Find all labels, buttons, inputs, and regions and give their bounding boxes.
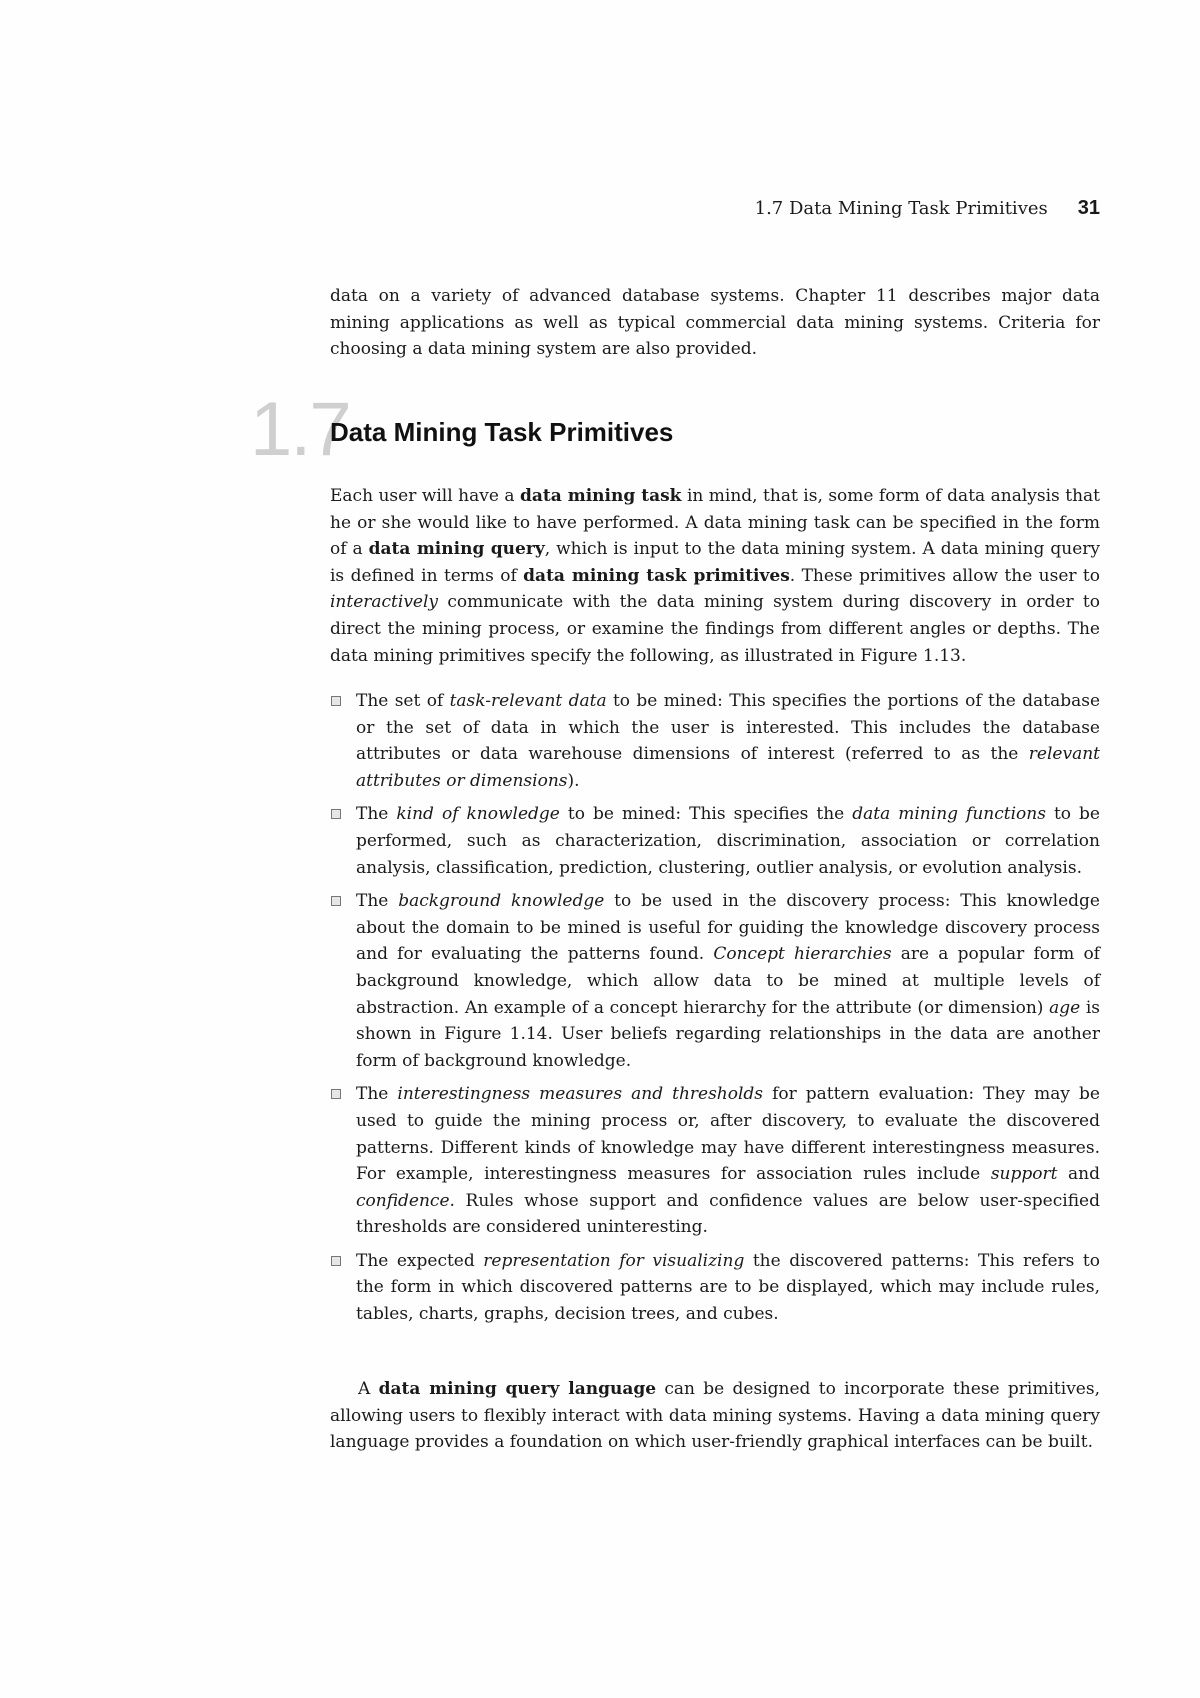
italic-term: background knowledge [398,891,605,912]
intro-paragraph: data on a variety of advanced database systems. Chapter 11 describes major data mining applications as well as typical commercial data mining systems. Criteria for choosing a data mining system are also provided. [330,286,1100,360]
list-item [330,688,1100,794]
text-run: are a popular form of background knowledge, which allow data to be mined at multiple levels of abstraction. An example of a concept hierarchy for the attribute (or dimension) [356,944,1100,1018]
italic-term: Concept hierarchies [713,944,892,965]
italic-term: kind of knowledge [396,804,560,825]
paragraph-1 [330,483,1100,669]
list-item [330,801,1100,881]
text-run: , which is input to the data mining system. A data mining query is defined in terms of [330,539,1100,586]
text-run: the discovered patterns: This refers to the form in which discovered patterns are to be displayed, which may include rules, tables, charts, graphs, decision trees, and cubes. [356,1250,1100,1325]
italic-term: representation for visualizing [483,1250,745,1271]
text-run: is shown in Figure 1.14. User beliefs regarding relationships in the data are another form of background knowledge. [356,997,1100,1071]
running-head-title: 1.7 Data Mining Task Primitives [754,198,1048,219]
list-item [330,1081,1100,1241]
list-item [330,1248,1100,1328]
italic-term: age [1049,997,1081,1018]
text-run: . Rules whose support and confidence values are below user-specified thresholds are considered uninteresting. [356,1190,1100,1238]
text-run: and [1057,1164,1101,1185]
italic-term: interactively [330,592,439,613]
text-run: in mind, that is, some form of data analysis that he or she would like to have performed. A data mining task can be specified in the form of a [330,486,1100,560]
text-run: The expected [356,1250,484,1271]
text-run: can be designed to incorporate these primitives, allowing users to flexibly interact with data mining systems. Having a data mining query language provides a foundation on which user-friendly graphical interfaces can be built. [330,1379,1100,1453]
text-run: Each user will have a [330,486,520,506]
bold-term: data mining task [519,486,682,506]
italic-term: data mining functions [852,804,1046,825]
text-run: to be used in the discovery process: This knowledge about the domain to be mined is useful for guiding the knowledge discovery process and for evaluating the patterns found. [356,891,1100,965]
text-run: to be performed, such as characterization, discrimination, association or correlation analysis, classification, prediction, clustering, outlier analysis, or evolution analysis. [356,804,1100,878]
italic-term: task-relevant data [449,691,607,711]
text-run: to be mined: This specifies the [559,804,853,825]
bold-term: data mining query [368,539,545,560]
italic-term: interestingness measures and thresholds [397,1084,764,1105]
page-number: 31 [1077,197,1100,219]
paragraph-2 [330,1376,1100,1456]
list-item [330,888,1100,1074]
text-run: . These primitives allow the user to [789,565,1101,586]
section-number: 1.7 [250,387,350,472]
text-run: The [356,1084,398,1105]
running-head [700,197,1100,220]
text-run: The [356,804,397,825]
text-run: for pattern evaluation: They may be used to guide the mining process or, after discovery, to evaluate the discovered patterns. Different kinds of knowledge may have different interestingness measures. For example, interestingness measures for association rules include [356,1084,1100,1185]
text-run: The set of [356,691,450,711]
bold-term: data mining task primitives [523,565,790,586]
italic-term: confidence [356,1190,450,1211]
text-run: A [358,1379,379,1399]
bold-term: data mining query language [378,1379,657,1399]
primitives-list [330,688,1100,1335]
text-run: to be mined: This specifies the portions of the database or the set of data in which the user is interested. This includes the database attributes or data warehouse dimensions of interest (referred to as the [356,691,1101,765]
italic-term: support [990,1164,1058,1185]
text-run: communicate with the data mining system during discovery in order to direct the mining process, or examine the findings from different angles or depths. The data mining primitives specify the following, as illustrated in Figure 1.13. [330,592,1100,666]
text-run: ). [567,770,580,791]
italic-term: relevant attributes or dimensions [356,744,1100,791]
text-run: The [356,891,399,912]
section-title: Data Mining Task Primitives [330,417,674,447]
